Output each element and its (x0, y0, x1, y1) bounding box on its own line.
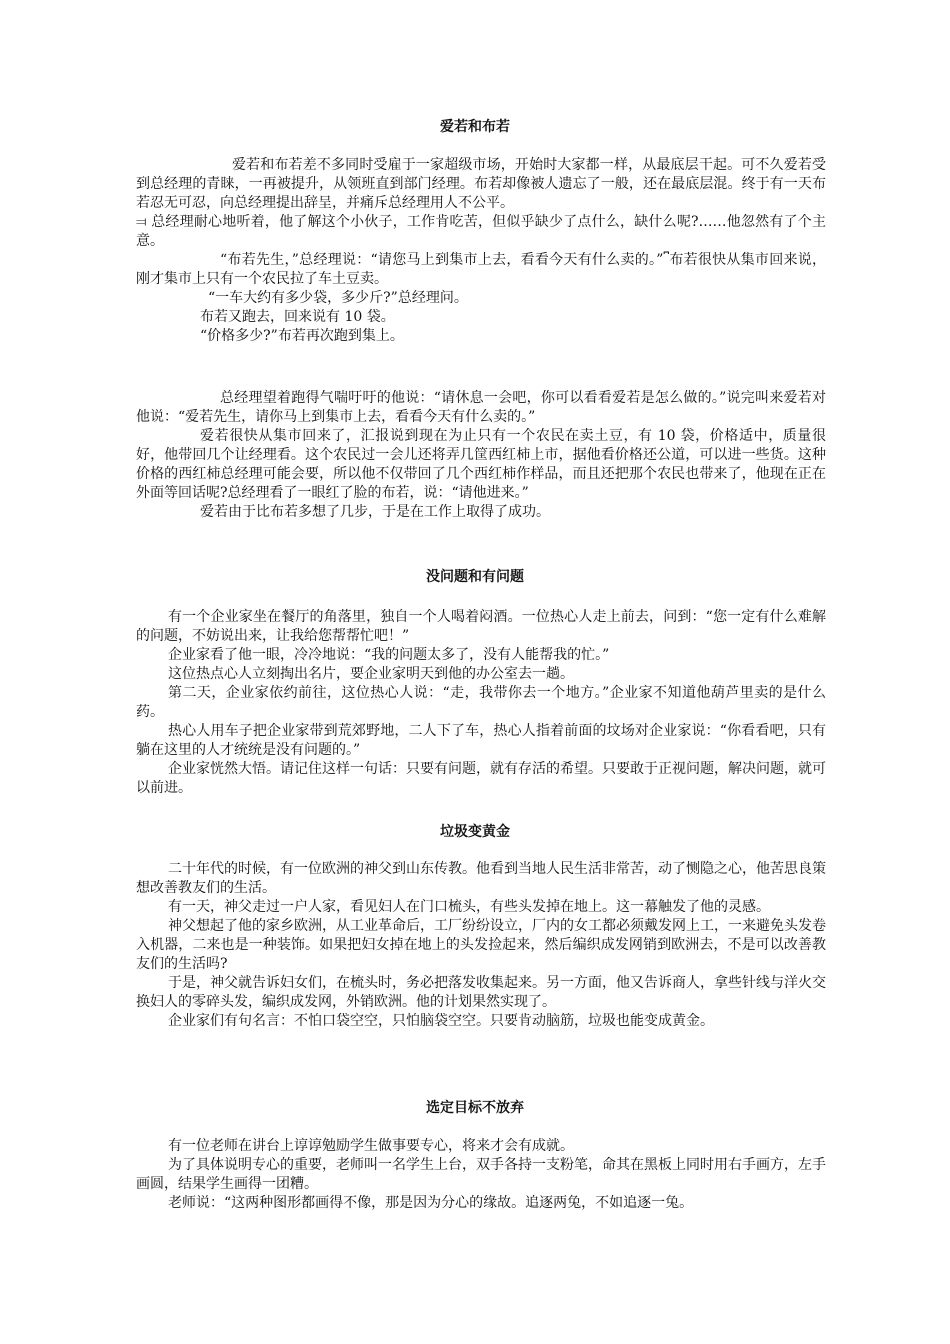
paragraph: ⫤ 总经理耐心地听着，他了解这个小伙子，工作肯吃苦，但似乎缺少了点什么，缺什么呢?……他忽然有了个主意。 (136, 214, 826, 249)
paragraph: 爱若很快从集市回来了，汇报说到现在为止只有一个农民在卖土豆，有 10 袋，价格适中，质量很好，他带回几个让经理看。这个农民过一会儿还将弄几筐西红柿上市，据他看价格还公道，可以进一些货。这种价格的西红柿总经理可能会要，所以他不仅带回了几个西红柿作样品，而且还把那个农民也带来了，他现在正在外面等回话呢?总经理看了一眼红了脸的布若，说：“请他进来。” (136, 428, 826, 501)
paragraph: 布若又跑去，回来说有 10 袋。 (200, 309, 395, 325)
story-title: 选定目标不放弃 (426, 1100, 524, 1116)
story-body (136, 860, 826, 1031)
paragraph: 这位热点心人立刻掏出名片，要企业家明天到他的办公室去一趟。 (168, 666, 574, 682)
paragraph: 为了具体说明专心的重要，老师叫一名学生上台，双手各持一支粉笔，命其在黑板上同时用右手画方，左手画圆，结果学生画得一团糟。 (136, 1157, 826, 1192)
paragraph: 于是，神父就告诉妇女们，在梳头时，务必把落发收集起来。另一方面，他又告诉商人，拿些针线与洋火交换妇人的零碎头发，编织成发网，外销欧洲。他的计划果然实现了。 (136, 975, 826, 1010)
paragraph: “价格多少?”布若再次跑到集上。 (200, 328, 404, 344)
paragraph: 热心人用车子把企业家带到荒郊野地，二人下了车，热心人指着前面的坟场对企业家说：“你看看吧，只有躺在这里的人才统统是没有问题的。” (136, 723, 826, 758)
paragraph: 有一位老师在讲台上谆谆勉励学生做事要专心，将来才会有成就。 (168, 1138, 574, 1154)
paragraph: 企业家恍然大悟。请记住这样一句话：只要有问题，就有存活的希望。只要敢于正视问题，解决问题，就可以前进。 (136, 761, 826, 796)
paragraph: 神父想起了他的家乡欧洲，从工业革命后，工厂纷纷设立，厂内的女工都必须戴发网上工，一来避免头发卷入机器，二来也是一种装饰。如果把妇女掉在地上的头发捡起来，然后编织成发网销到欧洲去，不是可以改善教友们的生活吗? (136, 918, 826, 972)
paragraph: 企业家看了他一眼，冷冷地说：“我的问题太多了，没有人能帮我的忙。” (168, 647, 610, 663)
paragraph: 总经理望着跑得气喘吁吁的他说：“请休息一会吧，你可以看看爱若是怎么做的。”说完叫来爱若对他说：“爱若先生，请你马上到集市上去，看看今天有什么卖的。” (136, 390, 826, 425)
paragraph: “一车大约有多少袋，多少斤?”总经理问。 (208, 290, 468, 306)
paragraph: 二十年代的时候，有一位欧洲的神父到山东传教。他看到当地人民生活非常苦，动了恻隐之心，他苦思良策想改善教友们的生活。 (136, 861, 826, 896)
paragraph: 企业家们有句名言：不怕口袋空空，只怕脑袋空空。只要肯动脑筋，垃圾也能变成黄金。 (168, 1013, 714, 1029)
story-body (136, 608, 826, 798)
paragraph: 爱若和布若差不多同时受雇于一家超级市场，开始时大家都一样，从最底层干起。可不久爱若受到总经理的青睐，一再被提升，从领班直到部门经理。布若却像被人遗忘了一般，还在最底层混。终于有一天布若忍无可忍，向总经理提出辞呈，并痛斥总经理用人不公平。 (136, 157, 826, 211)
story-body (136, 1137, 826, 1213)
story-title: 爱若和布若 (440, 119, 510, 135)
story-body (136, 156, 826, 346)
story-title: 没问题和有问题 (426, 569, 524, 585)
paragraph: 第二天，企业家依约前往，这位热心人说：“走，我带你去一个地方。”企业家不知道他葫芦里卖的是什么药。 (136, 685, 826, 720)
paragraph: 有一天，神父走过一户人家，看见妇人在门口梳头，有些头发掉在地上。这一幕触发了他的灵感。 (168, 899, 770, 915)
paragraph: “布若先生，”总经理说：“请您马上到集市上去，看看今天有什么卖的。”⎴布若很快从集市回来说，刚才集市上只有一个农民拉了车土豆卖。 (136, 252, 826, 287)
story-title: 垃圾变黄金 (440, 824, 510, 840)
paragraph: 有一个企业家坐在餐厅的角落里，独自一个人喝着闷酒。一位热心人走上前去，问到：“您一定有什么难解的问题，不妨说出来，让我给您帮帮忙吧！” (136, 609, 826, 644)
paragraph: 爱若由于比布若多想了几步，于是在工作上取得了成功。 (200, 504, 550, 520)
paragraph: 老师说：“这两种图形都画得不像，那是因为分心的缘故。追逐两兔，不如追逐一兔。 (168, 1195, 694, 1211)
story-body (136, 389, 826, 522)
